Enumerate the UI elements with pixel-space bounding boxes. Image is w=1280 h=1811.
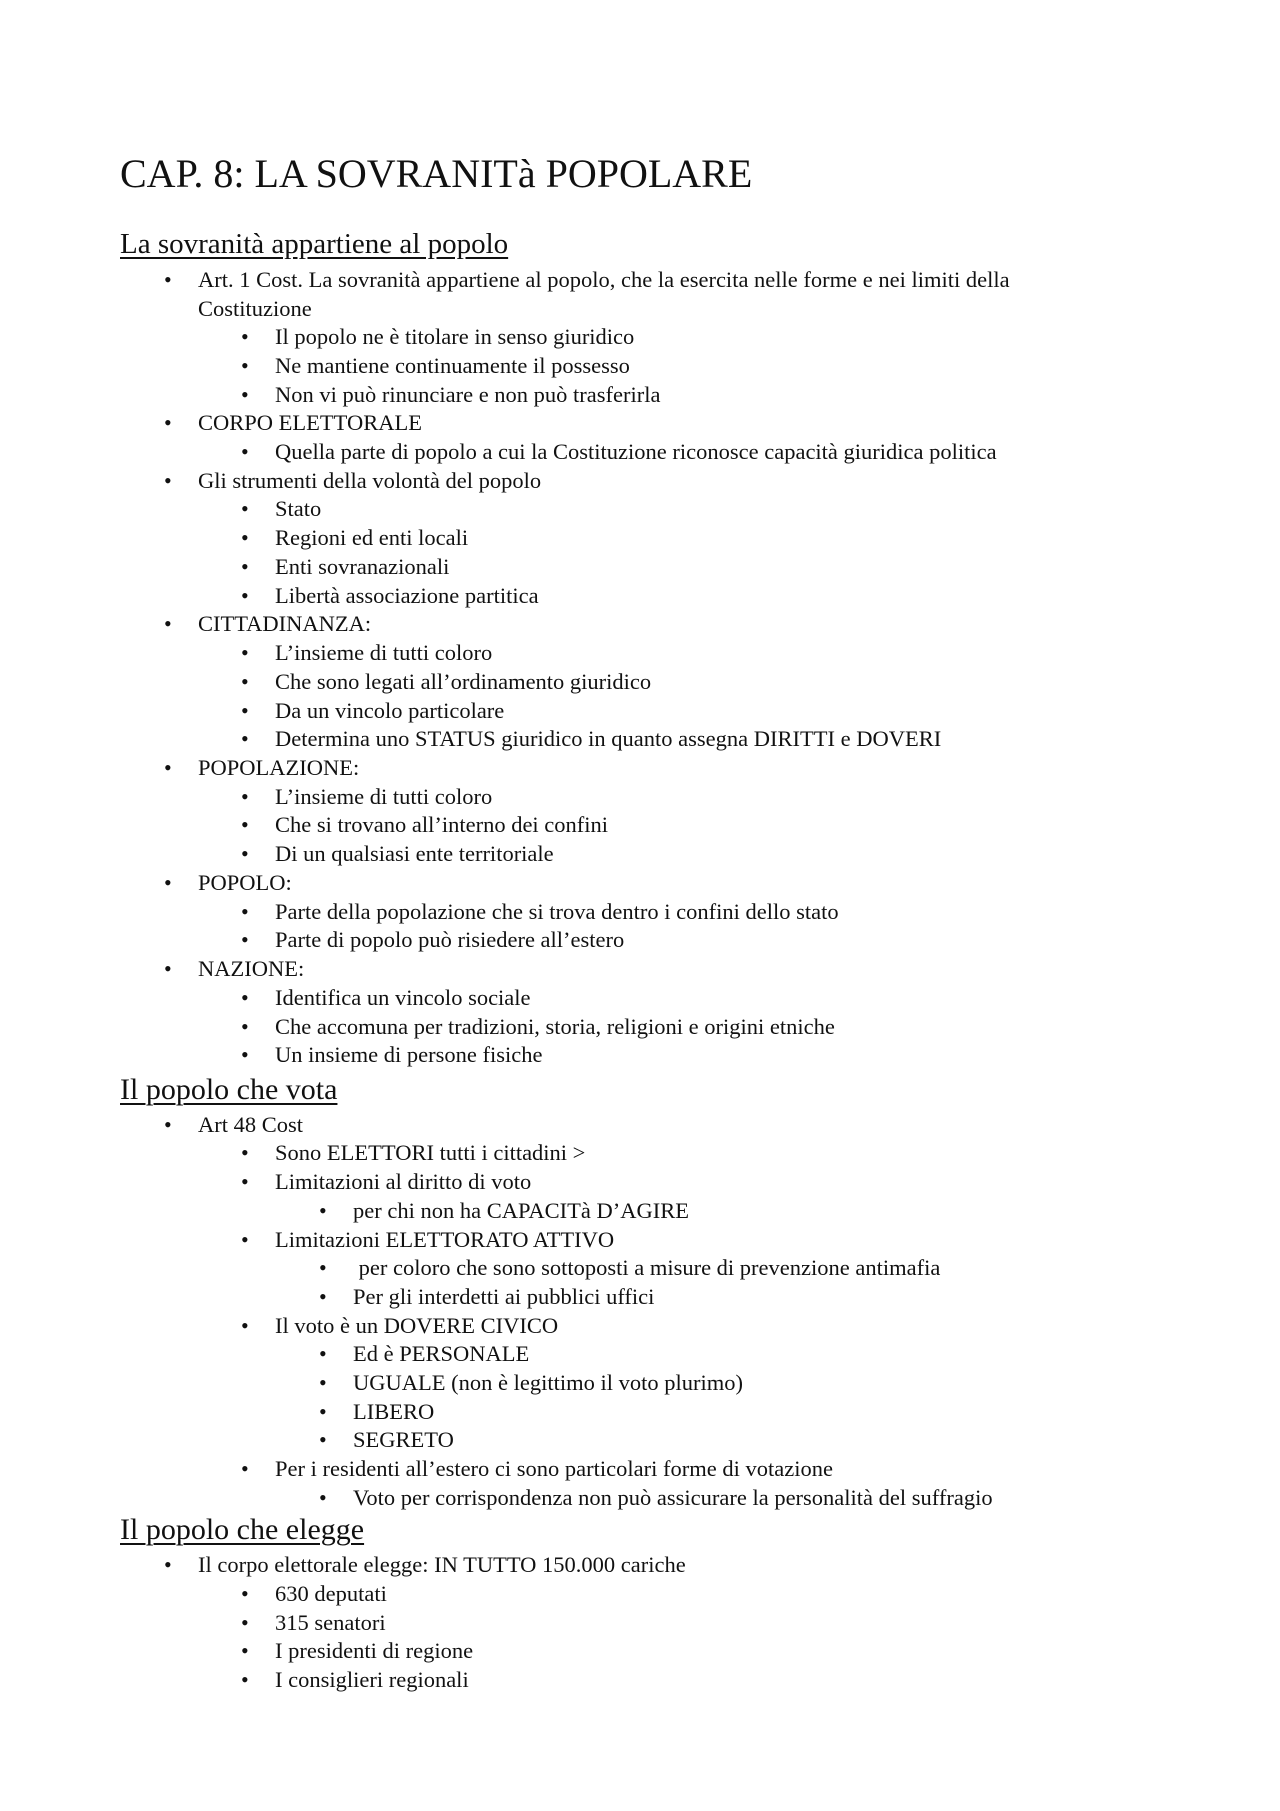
bullet: • xyxy=(241,899,249,924)
list-item-text: I consiglieri regionali xyxy=(275,1667,469,1692)
bullet: • xyxy=(241,353,249,378)
list-item-text: Per gli interdetti ai pubblici uffici xyxy=(353,1284,655,1309)
list-item-text: CITTADINANZA: xyxy=(198,611,372,636)
bullet: • xyxy=(241,985,249,1010)
list-item-text: Per i residenti all’estero ci sono particolari forme di votazione xyxy=(275,1456,833,1481)
bullet: • xyxy=(241,1610,249,1635)
bullet: • xyxy=(319,1427,327,1452)
bullet: • xyxy=(164,267,172,292)
bullet: • xyxy=(241,1638,249,1663)
bullet: • xyxy=(241,1581,249,1606)
list-item-text: Parte di popolo può risiedere all’estero xyxy=(275,927,625,952)
bullet: • xyxy=(241,496,249,521)
list-item xyxy=(241,1013,835,1042)
list-item xyxy=(164,955,305,984)
bullet: • xyxy=(241,1227,249,1252)
bullet: • xyxy=(241,1169,249,1194)
list-item xyxy=(319,1197,689,1226)
list-item xyxy=(241,495,322,524)
bullet: • xyxy=(241,812,249,837)
bullet: • xyxy=(319,1370,327,1395)
bullet: • xyxy=(241,1140,249,1165)
list-item-text: NAZIONE: xyxy=(198,956,305,981)
list-item xyxy=(241,381,661,410)
bullet: • xyxy=(241,1014,249,1039)
list-item xyxy=(164,467,542,496)
list-item xyxy=(241,1580,387,1609)
list-item-text: Identifica un vincolo sociale xyxy=(275,985,531,1010)
list-item-text: Da un vincolo particolare xyxy=(275,698,505,723)
section-heading-sovranita: La sovranità appartiene al popolo xyxy=(120,228,509,260)
list-item xyxy=(319,1254,941,1283)
bullet: • xyxy=(164,956,172,981)
bullet: • xyxy=(241,927,249,952)
list-item xyxy=(241,1637,474,1666)
list-item-text: Il corpo elettorale elegge: IN TUTTO 150.000 cariche xyxy=(198,1552,686,1577)
list-item-text: Limitazioni ELETTORATO ATTIVO xyxy=(275,1227,615,1252)
list-item-text: Che si trovano all’interno dei confini xyxy=(275,812,609,837)
bullet: • xyxy=(241,784,249,809)
list-item xyxy=(241,1226,615,1255)
list-item-text: Voto per corrispondenza non può assicurare la personalità del suffragio xyxy=(353,1485,993,1510)
list-item xyxy=(241,783,493,812)
list-item xyxy=(241,1041,543,1070)
bullet: • xyxy=(164,611,172,636)
list-item-text: Enti sovranazionali xyxy=(275,554,450,579)
list-item xyxy=(319,1283,655,1312)
list-item-text: Art. 1 Cost. La sovranità appartiene al popolo, che la esercita nelle forme e nei limiti della xyxy=(198,267,1010,292)
bullet: • xyxy=(319,1399,327,1424)
list-item xyxy=(241,898,839,927)
list-item xyxy=(241,1609,386,1638)
list-item-text: Sono ELETTORI tutti i cittadini > xyxy=(275,1140,586,1165)
list-item xyxy=(241,1312,559,1341)
list-item-text: Libertà associazione partitica xyxy=(275,583,539,608)
list-item xyxy=(241,725,942,754)
list-item xyxy=(241,840,554,869)
list-item-text: per chi non ha CAPACITà D’AGIRE xyxy=(353,1198,689,1223)
section-heading-elegge: Il popolo che elegge xyxy=(120,1513,365,1546)
bullet: • xyxy=(241,583,249,608)
list-item-continuation: Costituzione xyxy=(198,296,312,321)
list-item xyxy=(164,409,422,438)
bullet: • xyxy=(164,755,172,780)
list-item-text: Ed è PERSONALE xyxy=(353,1341,530,1366)
bullet: • xyxy=(241,1667,249,1692)
list-item-text: Regioni ed enti locali xyxy=(275,525,469,550)
list-item-text: SEGRETO xyxy=(353,1427,454,1452)
bullet: • xyxy=(241,698,249,723)
bullet: • xyxy=(241,640,249,665)
list-item xyxy=(241,1666,469,1695)
list-item xyxy=(241,926,625,955)
page-title: CAP. 8: LA SOVRANITà POPOLARE xyxy=(120,151,753,196)
list-item xyxy=(241,811,609,840)
list-item xyxy=(164,754,360,783)
list-item-text: POPOLAZIONE: xyxy=(198,755,360,780)
bullet: • xyxy=(164,410,172,435)
bullet: • xyxy=(241,1313,249,1338)
list-item xyxy=(241,639,493,668)
bullet: • xyxy=(241,841,249,866)
bullet: • xyxy=(319,1198,327,1223)
bullet: • xyxy=(164,1552,172,1577)
list-item-text: 315 senatori xyxy=(275,1610,386,1635)
list-item-text: Determina uno STATUS giuridico in quanto assegna DIRITTI e DOVERI xyxy=(275,726,942,751)
bullet: • xyxy=(319,1485,327,1510)
list-item-text: Il popolo ne è titolare in senso giuridico xyxy=(275,324,635,349)
bullet: • xyxy=(164,870,172,895)
list-item xyxy=(241,668,652,697)
list-item-text: 630 deputati xyxy=(275,1581,387,1606)
list-item-text: L’insieme di tutti coloro xyxy=(275,784,493,809)
list-item xyxy=(164,1111,304,1140)
bullet: • xyxy=(164,468,172,493)
bullet: • xyxy=(319,1341,327,1366)
bullet: • xyxy=(241,1042,249,1067)
list-item-text: per coloro che sono sottoposti a misure di prevenzione antimafia xyxy=(353,1255,941,1280)
list-item-text: UGUALE (non è legittimo il voto plurimo) xyxy=(353,1370,743,1395)
list-item-text: Che accomuna per tradizioni, storia, religioni e origini etniche xyxy=(275,1014,835,1039)
bullet: • xyxy=(241,554,249,579)
list-item xyxy=(241,582,539,611)
list-item xyxy=(241,438,997,467)
list-item xyxy=(319,1369,743,1398)
list-item xyxy=(241,697,505,726)
bullet: • xyxy=(164,1112,172,1137)
list-item-text: Stato xyxy=(275,496,322,521)
list-item xyxy=(164,266,1010,295)
list-item-text: Ne mantiene continuamente il possesso xyxy=(275,353,630,378)
list-item xyxy=(319,1484,993,1513)
list-item xyxy=(164,1551,686,1580)
bullet: • xyxy=(319,1255,327,1280)
list-item-text: Che sono legati all’ordinamento giuridico xyxy=(275,669,652,694)
list-item xyxy=(319,1340,530,1369)
bullet: • xyxy=(241,324,249,349)
list-item xyxy=(164,869,292,898)
bullet: • xyxy=(241,439,249,464)
list-item xyxy=(241,1139,586,1168)
list-item xyxy=(319,1398,435,1427)
list-item-text: Non vi può rinunciare e non può trasferirla xyxy=(275,382,661,407)
list-item-text: Art 48 Cost xyxy=(198,1112,304,1137)
bullet: • xyxy=(241,525,249,550)
list-item xyxy=(241,984,531,1013)
bullet: • xyxy=(241,726,249,751)
list-item-text: CORPO ELETTORALE xyxy=(198,410,422,435)
list-item-text: Quella parte di popolo a cui la Costituzione riconosce capacità giuridica politica xyxy=(275,439,997,464)
list-item-text: Di un qualsiasi ente territoriale xyxy=(275,841,554,866)
list-item xyxy=(241,1168,532,1197)
list-item-text: I presidenti di regione xyxy=(275,1638,474,1663)
bullet: • xyxy=(241,669,249,694)
list-item-text: Gli strumenti della volontà del popolo xyxy=(198,468,542,493)
list-item-text: Un insieme di persone fisiche xyxy=(275,1042,543,1067)
list-item xyxy=(241,323,635,352)
section-heading-vota: Il popolo che vota xyxy=(120,1073,338,1106)
bullet: • xyxy=(319,1284,327,1309)
list-item-text: Parte della popolazione che si trova dentro i confini dello stato xyxy=(275,899,839,924)
bullet: • xyxy=(241,1456,249,1481)
list-item xyxy=(241,553,450,582)
list-item-text: Limitazioni al diritto di voto xyxy=(275,1169,532,1194)
bullet: • xyxy=(241,382,249,407)
list-item-text: L’insieme di tutti coloro xyxy=(275,640,493,665)
list-item xyxy=(241,1455,833,1484)
list-item xyxy=(241,524,469,553)
list-item xyxy=(164,610,372,639)
list-item-text: POPOLO: xyxy=(198,870,292,895)
list-item xyxy=(319,1426,454,1455)
list-item-text: Il voto è un DOVERE CIVICO xyxy=(275,1313,559,1338)
list-item-text: LIBERO xyxy=(353,1399,435,1424)
list-item xyxy=(241,352,630,381)
